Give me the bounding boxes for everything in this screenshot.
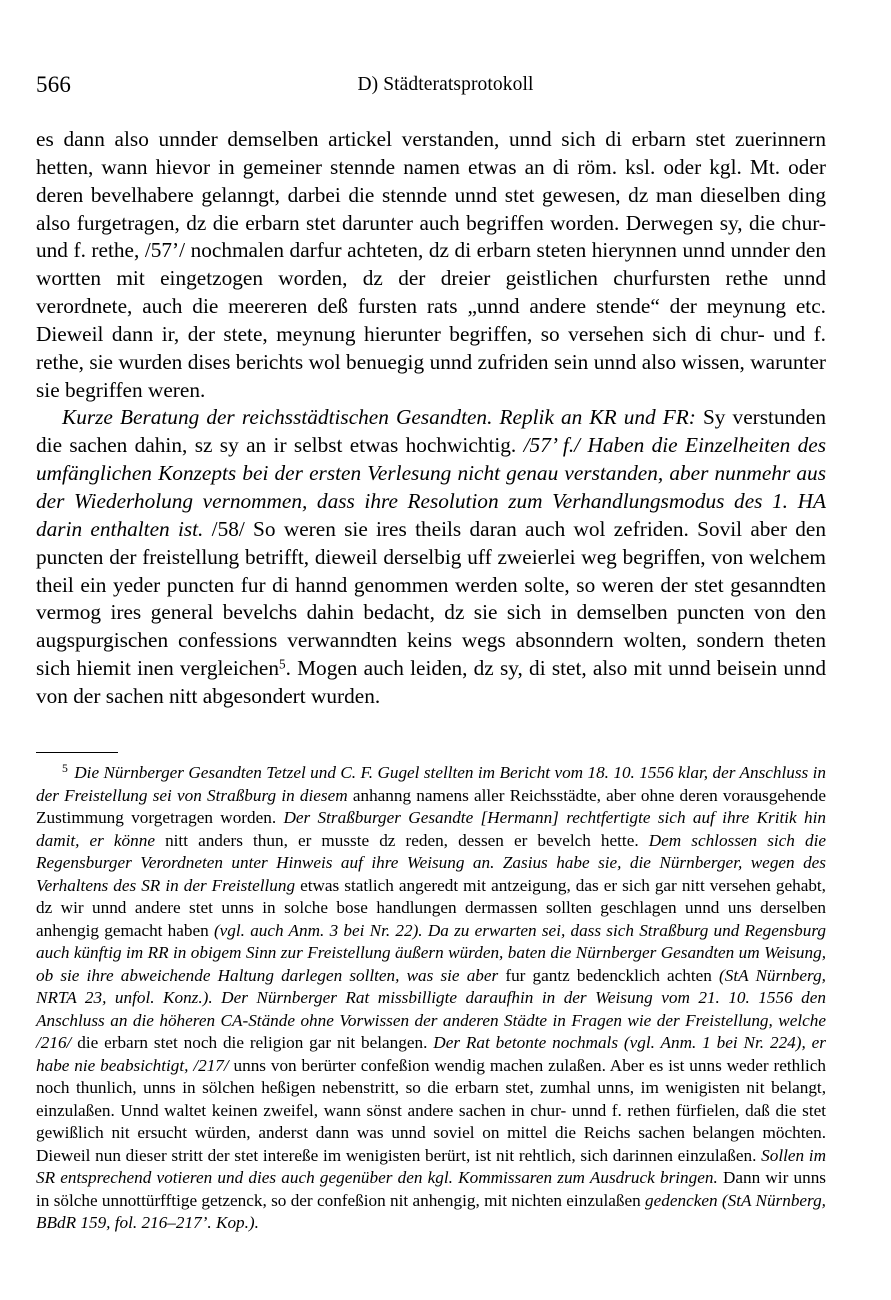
- italic-run: Die Nürnberger Gesandten Tetzel und C. F. Gugel stellten im Bericht vom 18. 10. 1556 klar, der Anschluss in der Freistellung sei von Straßburg in diesem: [36, 763, 826, 805]
- footnote-separator-rule: [36, 752, 118, 753]
- italic-run: gedencken (StA Nürnberg, BBdR 159, fol. 216–217’. Kop.).: [36, 1190, 826, 1232]
- footnote-reference-marker[interactable]: 5: [278, 656, 286, 672]
- italic-run: Der Straßburger Gesandte [Hermann] rechtfertigte sich auf ihre Kritik hin damit, er könne: [36, 808, 826, 850]
- footnote-5: [36, 762, 826, 1235]
- roman-run: /58/ So weren sie ires theils daran auch wol zefriden. Sovil aber den puncten der freistellung betrifft, dieweil derselbig uff zweierlei weg begriffen, von welchem theil ein yeder puncten fur di hannd genommen werden solte, so weren der stet gesanndten vermog ires general bevelchs dahin bedacht, dz sie sich in demselben puncten von den augspurgischen confessions verwanndten keins wegs absonndern wolten, sondern theten sich hiemit inen vergleichen: [36, 516, 826, 681]
- roman-run: unns von berürter confeßion wendig machen zulaßen. Aber es ist unns weder rethlich noch thunlich, unns in sölchen heßigen nebenstritt, so die erbarn stet, zumhal unns, im wenigisten nit belangt, einzulaßen. Unnd waltet keinen zweifel, wann sönst andere sachen in chur- unnd f. rethen fürfielen, daß die stet gewißlich nit ersucht würden, anderst dann was unnd soviel on mittel die Reichs sachen belangen möchten. Dieweil nun dieser stritt der stet intereße im wenigisten berürt, ist nit rehtlich, sich darinnen einzulaßen.: [36, 1055, 826, 1165]
- italic-run: Sollen im SR entsprechend votieren und dies auch gegenüber den kgl. Kommissaren zum Ausdruck bringen.: [36, 1145, 826, 1187]
- roman-run: etwas statlich angeredt mit antzeigung, das er sich gar nitt versehen gehabt, dz wir unnd andere stet unns in solche bose handlungen dermassen sollten geschlagen unnd uns derselben anhengig gemacht haben: [36, 875, 826, 940]
- footnote-content: [36, 763, 826, 1232]
- italic-run: /57’ f./ Haben die Einzelheiten des umfänglichen Konzepts bei der ersten Verlesung nicht genau verstanden, aber nunmehr aus der Wiederholung vernommen, dass ihre Resolution zum Verhandlungsmodus des 1. HA darin enthalten ist.: [36, 433, 826, 541]
- italic-run: Kurze Beratung der reichsstädtischen Gesandten. Replik an KR und FR:: [62, 405, 696, 430]
- body-paragraph-2: [36, 404, 826, 710]
- roman-run: anhanng namens aller Reichsstädte, aber ohne deren vorausgehende Zustimmung vorgetragen worden.: [36, 785, 826, 827]
- body-paragraph-1: [36, 126, 826, 404]
- roman-run: nitt anders thun, er musste dz reden, dessen er bevelch hette.: [154, 830, 649, 850]
- italic-run: (vgl. auch Anm. 3 bei Nr. 22). Da zu erwarten sei, dass sich Straßburg und Regensburg auch künftig im RR in obigem Sinn zur Freistellung äußern würden, baten die Nürnberger Gesandten um Weisung, ob sie ihre abweichende Haltung darlegen sollten, was sie aber: [36, 920, 826, 985]
- italic-run: Der Rat betonte nochmals (vgl. Anm. 1 bei Nr. 224), er habe nie beabsichtigt, /217/: [36, 1033, 826, 1075]
- footnote-block: [36, 762, 826, 1235]
- roman-run: . Mogen auch leiden, dz sy, di stet, also mit unnd beisein unnd von der sachen nitt abgesondert wurden.: [36, 656, 826, 708]
- roman-run: Sy verstunden die sachen dahin, sz sy an ir selbst etwas hochwichtig.: [36, 405, 826, 458]
- running-head-title: D) Städteratsprotokoll: [357, 74, 534, 95]
- italic-run: Dem schlossen sich die Regensburger Verordneten unter Hinweis auf ihre Weisung an. Zasius habe sie, die Nürnberger, wegen des Verhaltens des SR in der Freistellung: [36, 830, 826, 895]
- roman-run: Dann wir unns in sölche unnottürfftige getzenck, so der confeßion nit anhengig, mit nichten einzulaßen: [36, 1168, 826, 1210]
- page-number: 566: [36, 72, 72, 97]
- footnote-number: 5: [62, 761, 68, 775]
- body-text: [36, 126, 826, 711]
- roman-run: fur gantz bedencklich achten: [498, 965, 720, 985]
- roman-run: es dann also unnder demselben artickel verstanden, unnd sich di erbarn stet zuerinnern hetten, wann hievor in gemeiner stennde namen etwas an di röm. ksl. oder kgl. Mt. oder deren bevelhabere gelanngt, darbei die stennde unnd stet gewesen, dz man dieselben ding also furgetragen, dz die erbarn stet darunter auch begriffen worden. Derwegen sy, die chur- und f. rethe, /57’/ nochmalen darfur achteten, dz di erbarn steten hierynnen unnd unnder den wortten mit eingetzogen worden, dz der dreier geistlichen churfursten rethe unnd verordnete, auch die meereren deß fursten rats „unnd andere stende“ der meynung etc. Dieweil dann ir, der stete, meynung hierunter begriffen, so versehen sich di chur- und f. rethe, sie wurden dises berichts wol benuegig unnd zufriden sein unnd also wissen, warunter sie begriffen weren.: [36, 127, 826, 402]
- footnote-area: [36, 752, 826, 1235]
- italic-run: (StA Nürnberg, NRTA 23, unfol. Konz.). Der Nürnberger Rat missbilligte daraufhin in der Weisung vom 21. 10. 1556 den Anschluss an die höheren CA-Stände ohne Vorwissen der anderen Städte in Fragen wie der Freistellung, welche /216/: [36, 965, 826, 1052]
- running-head: [36, 72, 855, 98]
- roman-run: die erbarn stet noch die religion gar nit belangen.: [71, 1033, 434, 1052]
